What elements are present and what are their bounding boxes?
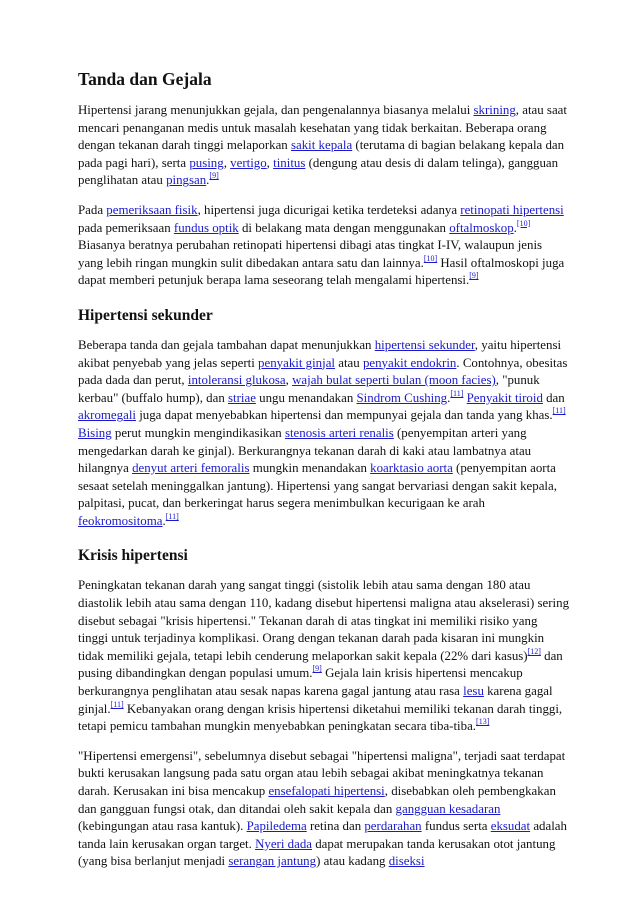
text: di belakang mata dengan menggunakan <box>238 220 450 235</box>
text: , <box>266 155 274 170</box>
text: (kebingungan atau rasa kantuk). <box>78 819 247 834</box>
text: ) atau kadang <box>316 854 389 869</box>
text: dan pusing dibandingkan dengan populasi umum. <box>78 648 563 681</box>
link-ensefalopati-hipertensi[interactable]: ensefalopati hipertensi <box>268 784 385 798</box>
text: mungkin menandakan <box>249 461 371 476</box>
citation-link[interactable]: [11] <box>552 406 566 416</box>
link-denyut-arteri-femoralis[interactable]: denyut arteri femoralis <box>132 461 250 476</box>
text: Peningkatan tekanan darah yang sangat tinggi (sistolik lebih atau sama dengan 180 atau diastolik lebih atau sama dengan 110, kadang disebut hipertensi maligna atau akselerasi) sering disebut sebagai "krisis hipertensi." Tekanan darah di atas tingkat ini memiliki risiko yang tinggi untuk terjadinya komplikasi. Orang dengan tekanan darah pada kisaran ini mungkin tidak memiliki gejala, tetapi lebih cenderung melaporkan sakit kepala (22% dari kasus) <box>78 578 570 663</box>
citation-link[interactable]: [10] <box>423 253 438 263</box>
citation-link[interactable]: [13] <box>476 717 490 727</box>
section-heading-tanda-dan-gejala: Tanda dan Gejala <box>78 69 212 89</box>
link-fundus-optik[interactable]: fundus optik <box>173 220 239 235</box>
text: . <box>162 513 166 528</box>
link-sindrom-cushing[interactable]: Sindrom Cushing <box>356 390 448 405</box>
citation-link[interactable]: [11] <box>110 699 124 709</box>
text: Beberapa tanda dan gejala tambahan dapat menunjukkan <box>78 337 375 352</box>
text: ungu menandakan <box>255 390 357 405</box>
link-vertigo[interactable]: vertigo <box>230 155 267 170</box>
citation[interactable] <box>111 700 124 709</box>
citation[interactable] <box>450 389 463 398</box>
citation[interactable] <box>166 512 179 521</box>
link-koarktasio-aorta[interactable]: koarktasio aorta <box>370 461 453 476</box>
text: , <box>285 373 293 388</box>
text: perut mungkin mengindikasikan <box>111 425 285 440</box>
text: , <box>223 155 231 170</box>
link-lesu[interactable]: lesu <box>463 684 484 699</box>
text: Gejala lain krisis hipertensi mencakup berkurangnya penglihatan atau sesak napas karena gagal jantung atau rasa <box>78 666 523 699</box>
text: . <box>447 390 451 405</box>
link-penyakit-endokrin[interactable]: penyakit endokrin <box>362 355 457 370</box>
link-sakit-kepala[interactable]: sakit kepala <box>290 138 353 153</box>
article-content <box>78 68 570 883</box>
citation-link[interactable]: [9] <box>209 171 219 181</box>
text: , "punuk kerbau" (buffalo hump), dan <box>78 373 540 405</box>
citation[interactable] <box>313 664 322 673</box>
citation[interactable] <box>517 219 530 228</box>
link-eksudat[interactable]: eksudat <box>490 819 531 834</box>
text: Hipertensi jarang menunjukkan gejala, dan pengenalannya biasanya melalui <box>78 103 474 117</box>
text: Hasil oftalmoskopi juga dapat memberi petunjuk berapa lama seseorang telah mengalami hipertensi. <box>78 255 565 288</box>
section-heading-hipertensi-sekunder: Hipertensi sekunder <box>78 306 213 324</box>
link-feokromositoma[interactable]: feokromositoma <box>78 513 163 528</box>
link-retinopati-hipertensi[interactable]: retinopati hipertensi <box>460 202 564 217</box>
text: Kebanyakan orang dengan krisis hipertensi diketahui memiliki tekanan darah tinggi, tetapi pemicu tambahan mungkin menyebabkan peningkatan secara tiba-tiba. <box>78 701 563 734</box>
text: atau <box>335 355 363 370</box>
text: , atau saat mencari penanganan medis untuk masalah kesehatan yang tidak berkaitan. Beberapa orang dengan tekanan darah tinggi melaporkan <box>78 103 567 153</box>
text: Biasanya beratnya perubahan retinopati hipertensi dibagi atas tingkat I-IV, walaupun jenis yang lebih ringan mungkin sulit dibedakan antara satu dan lainnya. <box>78 238 543 270</box>
paragraph-emergency <box>78 748 570 871</box>
citation[interactable] <box>528 647 541 656</box>
link-pingsan[interactable]: pingsan <box>166 173 207 188</box>
citation-link[interactable]: [10] <box>516 218 531 228</box>
link-serangan-jantung[interactable]: serangan jantung <box>228 854 317 869</box>
link-stenosis-arteri-renalis[interactable]: stenosis arteri renalis <box>284 425 394 440</box>
citation-link[interactable]: [9] <box>312 664 322 674</box>
link-perdarahan[interactable]: perdarahan <box>364 819 422 834</box>
paragraph-crisis <box>78 577 570 735</box>
link-intoleransi-glukosa[interactable]: intoleransi glukosa <box>187 373 286 388</box>
text: Pada <box>78 202 107 217</box>
text: dapat merupakan tanda kerusakan otot jantung (yang bisa berlanjut menjadi <box>78 836 556 869</box>
text: pada pemeriksaan <box>78 220 174 235</box>
link-tinitus[interactable]: tinitus <box>273 155 306 170</box>
link-moon-facies[interactable]: wajah bulat seperti bulan (moon facies) <box>292 373 496 388</box>
citation[interactable] <box>469 271 478 280</box>
link-papiledema[interactable]: Papiledema <box>246 819 307 834</box>
paragraph-physical-exam <box>78 202 570 290</box>
section-heading-krisis-hipertensi: Krisis hipertensi <box>78 547 188 565</box>
text: adalah tanda lain kerusakan organ target. <box>78 819 567 851</box>
citation-link[interactable]: [12] <box>527 646 541 656</box>
text: , disebabkan oleh pembengkakan dan gangguan fungsi otak, dan ditandai oleh sakit kepala dan <box>78 784 556 816</box>
link-pusing[interactable]: pusing <box>189 155 224 170</box>
text: (terutama di bagian belakang kepala dan pada pagi hari), serta <box>78 138 565 170</box>
text: fundus serta <box>421 819 491 834</box>
link-striae[interactable]: striae <box>228 390 256 405</box>
text: , hipertensi juga dicurigai ketika terdeteksi adanya <box>197 202 461 217</box>
citation-link[interactable]: [11] <box>165 511 179 521</box>
citation-link[interactable]: [9] <box>469 271 479 281</box>
text: juga dapat menyebabkan hipertensi dan mempunyai gejala dan tanda yang khas. <box>135 408 553 423</box>
link-oftalmoskop[interactable]: oftalmoskop <box>449 220 514 235</box>
text: . <box>206 173 210 188</box>
link-pemeriksaan-fisik[interactable]: pemeriksaan fisik <box>106 202 198 217</box>
paragraph-secondary <box>78 337 570 531</box>
paragraph-symptoms <box>78 102 570 190</box>
text: . <box>513 220 517 235</box>
link-hipertensi-sekunder[interactable]: hipertensi sekunder <box>374 337 475 352</box>
text: (penyempitan aorta sesaat setelah meninggalkan jantung). Hipertensi yang sangat bervariasi dengan sakit kepala, palpitasi, pucat, dan berkeringat harus segera menimbulkan kecurigaan ke arah <box>78 461 557 511</box>
link-penyakit-tiroid[interactable]: Penyakit tiroid <box>466 390 543 405</box>
link-akromegali[interactable]: akromegali <box>78 408 136 423</box>
text: dan <box>542 390 565 405</box>
citation[interactable] <box>553 406 566 415</box>
text: (dengung atau desis di dalam telinga), gangguan penglihatan atau <box>78 155 559 188</box>
citation-link[interactable]: [11] <box>450 388 464 398</box>
text: . Contohnya, obesitas pada dada dan perut, <box>78 355 568 388</box>
link-gangguan-kesadaran[interactable]: gangguan kesadaran <box>395 801 501 816</box>
citation[interactable] <box>424 254 437 263</box>
text: "Hipertensi emergensi", sebelumnya disebut sebagai "hipertensi maligna", terjadi saat terdapat bukti kerusakan langsung pada satu organ atau lebih sebagai akibat meningkatnya tekanan darah. Kerusakan ini bisa mencakup <box>78 748 566 798</box>
citation[interactable] <box>476 717 489 726</box>
text: karena gagal ginjal. <box>78 684 553 716</box>
link-skrining[interactable]: skrining <box>473 103 516 117</box>
link-penyakit-ginjal[interactable]: penyakit ginjal <box>258 355 336 370</box>
text: retina dan <box>306 819 365 834</box>
text: (penyempitan arteri yang mengedarkan darah ke ginjal). Berkurangnya tekanan darah di kaki atau lambatnya atau hilangnya <box>78 425 532 476</box>
link-bising[interactable]: Bising <box>78 425 112 440</box>
text: , yaitu hipertensi akibat penyebab yang jelas seperti <box>78 337 562 370</box>
citation[interactable] <box>209 171 218 180</box>
link-diseksi[interactable]: diseksi <box>388 854 425 869</box>
link-nyeri-dada[interactable]: Nyeri dada <box>255 836 312 851</box>
